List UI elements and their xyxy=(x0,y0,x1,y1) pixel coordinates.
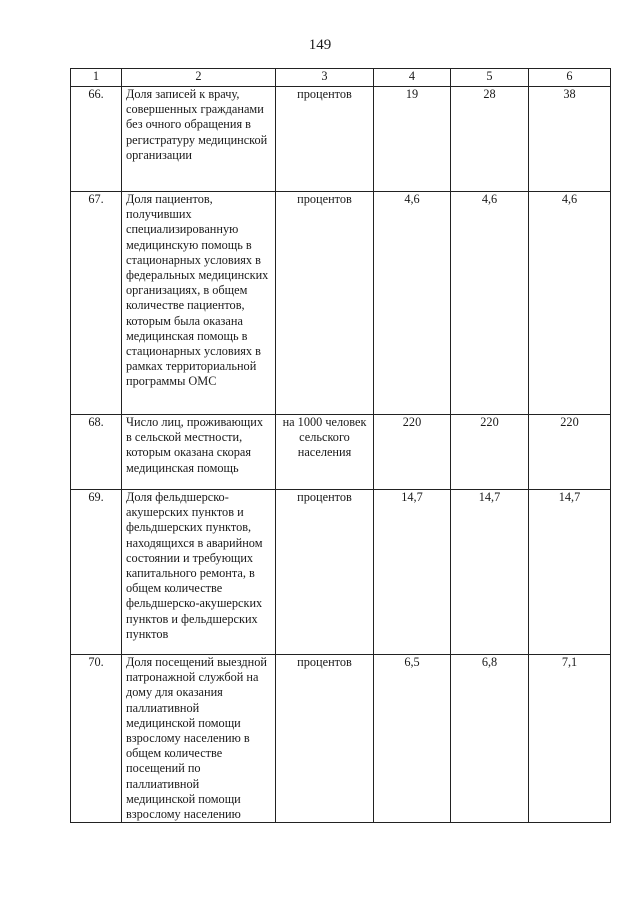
unit-cell: процентов xyxy=(276,192,374,415)
value-cell: 14,7 xyxy=(374,490,451,655)
value-cell: 220 xyxy=(451,415,529,490)
table-row xyxy=(71,655,611,823)
column-header: 5 xyxy=(451,69,529,87)
row-number: 66. xyxy=(71,87,122,192)
value-cell: 4,6 xyxy=(374,192,451,415)
indicators-table xyxy=(70,68,611,823)
column-header: 6 xyxy=(529,69,611,87)
value-cell: 220 xyxy=(374,415,451,490)
column-header: 3 xyxy=(276,69,374,87)
value-cell: 38 xyxy=(529,87,611,192)
page-number: 149 xyxy=(308,37,332,53)
row-number: 68. xyxy=(71,415,122,490)
value-cell: 28 xyxy=(451,87,529,192)
unit-cell: процентов xyxy=(276,490,374,655)
unit-cell: процентов xyxy=(276,87,374,192)
indicator-name: Доля записей к врачу, совершенных гражданами без очного обращения в регистратуру медицинской организации xyxy=(122,87,276,192)
unit-cell: на 1000 человек сельского населения xyxy=(276,415,374,490)
value-cell: 14,7 xyxy=(451,490,529,655)
indicator-name: Доля посещений выездной патронажной службой на дому для оказания паллиативной медицинской помощи взрослому населению в общем количестве посещений по паллиативной медицинской помощи взрослому населению xyxy=(122,655,276,823)
value-cell: 6,5 xyxy=(374,655,451,823)
value-cell: 14,7 xyxy=(529,490,611,655)
value-cell: 4,6 xyxy=(529,192,611,415)
column-header: 4 xyxy=(374,69,451,87)
value-cell: 19 xyxy=(374,87,451,192)
value-cell: 6,8 xyxy=(451,655,529,823)
value-cell: 4,6 xyxy=(451,192,529,415)
indicator-name: Доля пациентов, получивших специализированную медицинскую помощь в стационарных условиях в федеральных медицинских организациях, в общем количестве пациентов, которым была оказана медицинская помощь в стационарных условиях в рамках территориальной программы ОМС xyxy=(122,192,276,415)
table-row xyxy=(71,490,611,655)
column-header: 1 xyxy=(71,69,122,87)
unit-cell: процентов xyxy=(276,655,374,823)
indicator-name: Доля фельдшерско-акушерских пунктов и фельдшерских пунктов, находящихся в аварийном состоянии и требующих капитального ремонта, в общем количестве фельдшерско-акушерских пунктов и фельдшерских пунктов xyxy=(122,490,276,655)
row-number: 67. xyxy=(71,192,122,415)
indicator-name: Число лиц, проживающих в сельской местности, которым оказана скорая медицинская помощь xyxy=(122,415,276,490)
value-cell: 7,1 xyxy=(529,655,611,823)
table-row xyxy=(71,192,611,415)
value-cell: 220 xyxy=(529,415,611,490)
column-header: 2 xyxy=(122,69,276,87)
table-row xyxy=(71,87,611,192)
header-row xyxy=(71,69,611,87)
row-number: 69. xyxy=(71,490,122,655)
row-number: 70. xyxy=(71,655,122,823)
table-row xyxy=(71,415,611,490)
